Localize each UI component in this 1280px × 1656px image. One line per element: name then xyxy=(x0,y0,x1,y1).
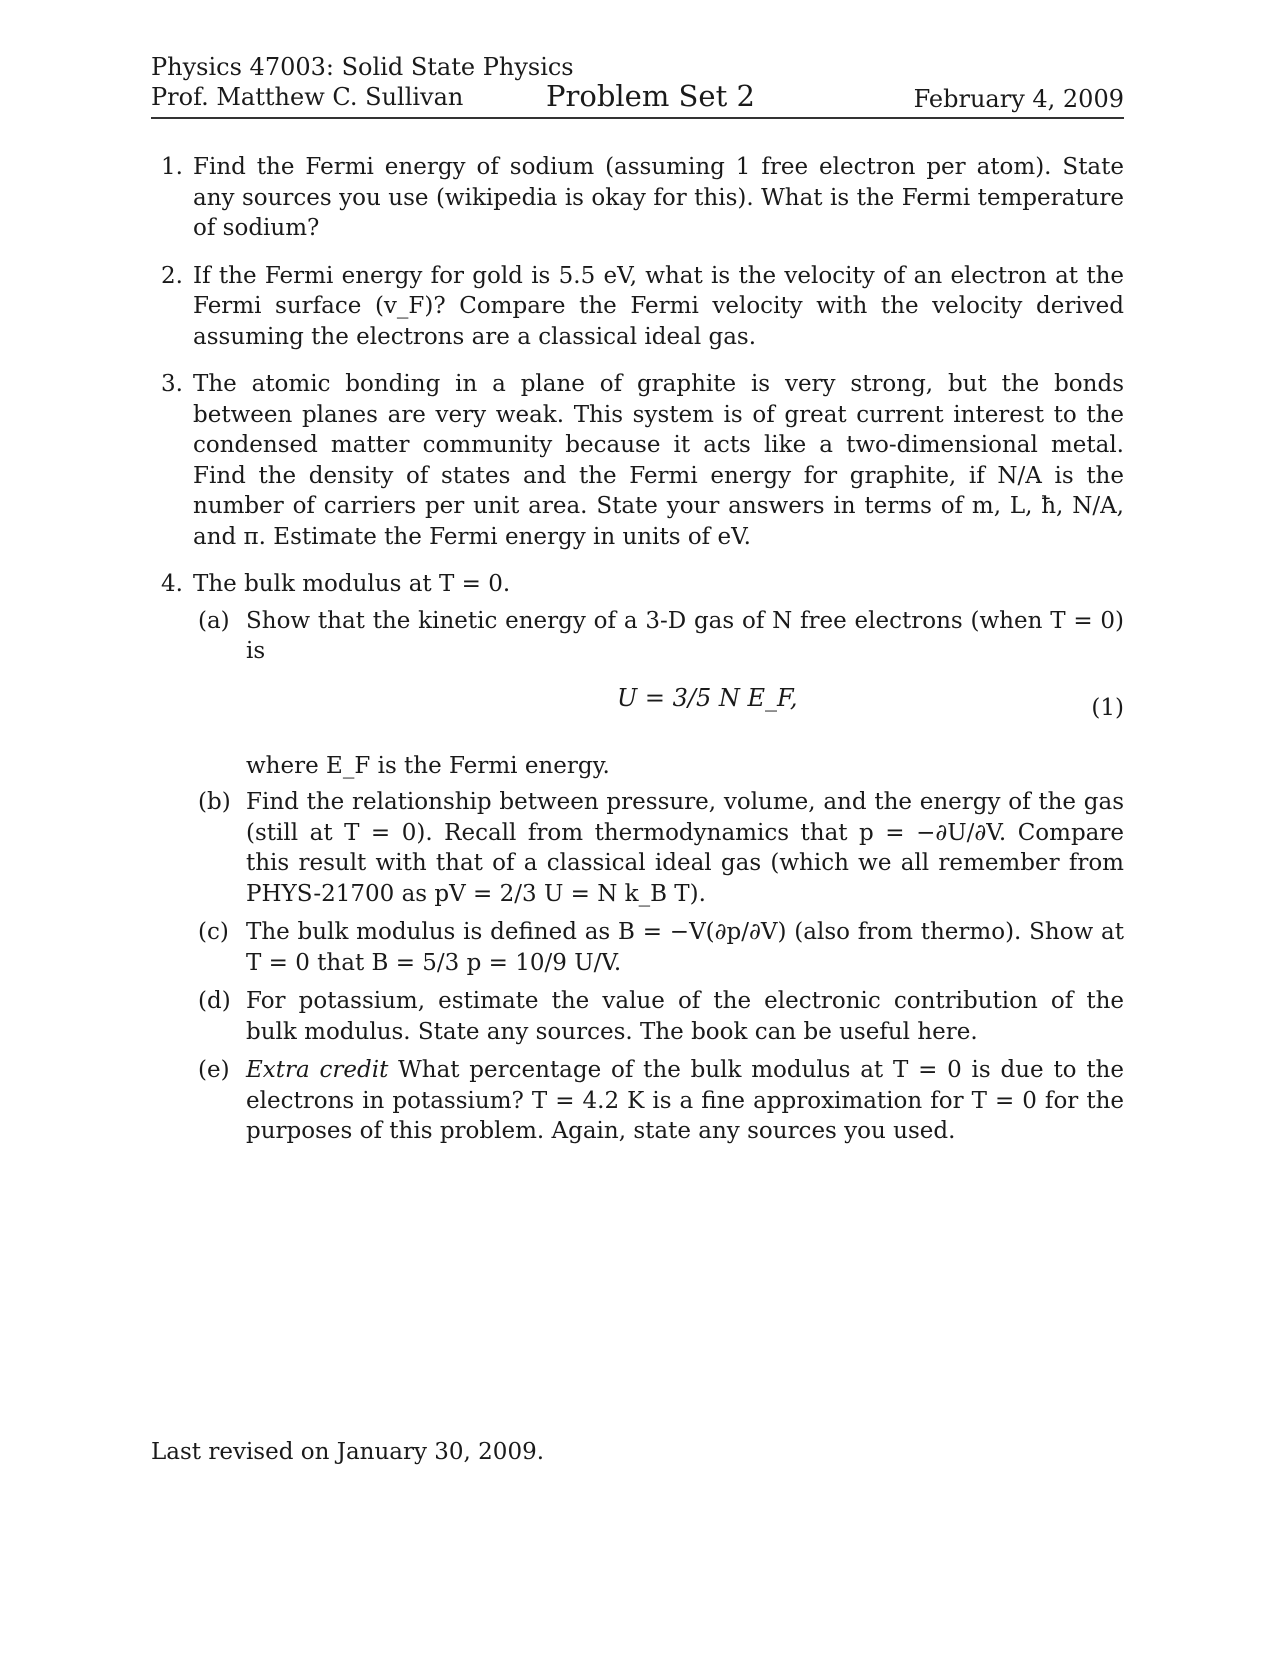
kinetic-energy-equation: U = 3/5 N E_F, xyxy=(617,683,798,712)
subpart-label: (d) xyxy=(198,988,231,1014)
problem-text: Find the Fermi energy of sodium (assuming 1 free electron per atom). State any sources you use (wikipedia is okay for this). What is the Fermi temperature of sodium? xyxy=(193,154,1124,241)
subpart-text: The bulk modulus is defined as B = −V(∂p/∂V) (also from thermo). Show at T = 0 that B = 5/3 p = 10/9 U/V. xyxy=(246,919,1124,976)
subpart-label: (e) xyxy=(198,1057,230,1083)
problem-number: 1. xyxy=(161,154,183,180)
header-rule xyxy=(151,117,1124,119)
problem-number: 2. xyxy=(161,262,183,289)
subpart-a xyxy=(151,606,1124,667)
subpart-text: Show that the kinetic energy of a 3-D gas of N free electrons (when T = 0) is xyxy=(246,607,1124,664)
subpart-b xyxy=(151,787,1124,909)
problem-4 xyxy=(151,569,1124,600)
extra-credit-emphasis: Extra credit xyxy=(246,1057,389,1083)
problem-number: 3. xyxy=(161,371,183,397)
equation-note: where E_F is the Fermi energy. xyxy=(246,752,610,779)
subpart-c xyxy=(151,917,1124,978)
problem-2 xyxy=(151,261,1124,353)
problem-text: The bulk modulus at T = 0. xyxy=(193,571,511,597)
problem-list xyxy=(151,152,1124,1155)
professor-name: Prof. Matthew C. Sullivan xyxy=(151,83,464,111)
equation-number: (1) xyxy=(1091,694,1124,721)
document-title: Problem Set 2 xyxy=(546,79,755,113)
subpart-text: What percentage of the bulk modulus at T = 0 is due to the electrons in potassium? T = 4.2 K is a fine approximation for T = 0 for the purposes of this problem. Again, state any sources you used. xyxy=(246,1057,1124,1144)
course-title: Physics 47003: Solid State Physics xyxy=(151,53,574,81)
revision-footer: Last revised on January 30, 2009. xyxy=(151,1439,545,1465)
subpart-e xyxy=(151,1055,1124,1147)
subpart-label: (c) xyxy=(198,919,229,945)
subpart-label: (b) xyxy=(198,789,231,815)
subpart-text: For potassium, estimate the value of the electronic contribution of the bulk modulus. State any sources. The book can be useful here. xyxy=(246,988,1124,1045)
problem-number: 4. xyxy=(161,571,183,597)
subpart-text: Find the relationship between pressure, volume, and the energy of the gas (still at T = 0). Recall from thermodynamics that p = −∂U/∂V. Compare this result with that of a classical ideal gas (which we all remember from PHYS-21700 as pV = 2/3 U = N k_B T). xyxy=(246,789,1124,907)
problem-3 xyxy=(151,369,1124,552)
header-left xyxy=(151,52,574,112)
problem-text: The atomic bonding in a plane of graphite is very strong, but the bonds between planes are very weak. This system is of great current interest to the condensed matter community because it acts like a two-dimensional metal. Find the density of states and the Fermi energy for graphite, if N/A is the number of carriers per unit area. State your answers in terms of m, L, ħ, N/A, and π. Estimate the Fermi energy in units of eV. xyxy=(193,371,1124,550)
subpart-label: (a) xyxy=(198,607,230,634)
problem-1 xyxy=(151,152,1124,244)
subpart-d xyxy=(151,986,1124,1047)
problem-text: If the Fermi energy for gold is 5.5 eV, what is the velocity of an electron at the Fermi surface (v_F)? Compare the Fermi velocity with the velocity derived assuming the electrons are a classical ideal gas. xyxy=(193,262,1124,350)
document-date: February 4, 2009 xyxy=(913,85,1124,113)
equation-1 xyxy=(151,675,1124,741)
